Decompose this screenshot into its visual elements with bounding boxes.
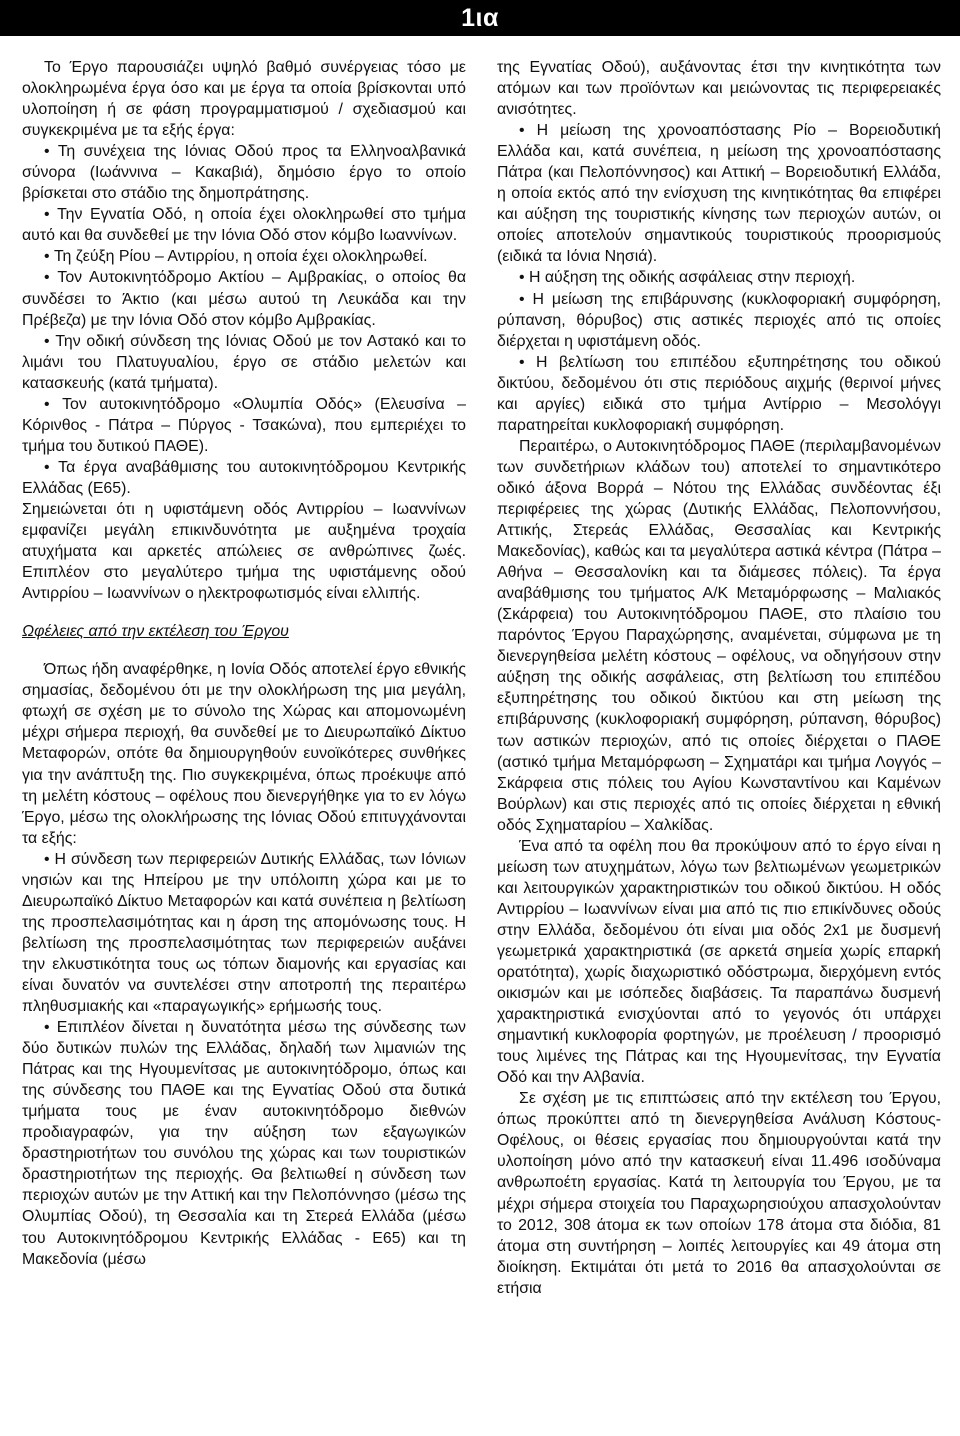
bullet-item: • Την Εγνατία Οδό, η οποία έχει ολοκληρωθεί στο τμήμα αυτό και θα συνδεθεί με την Ιόνια Οδό στον κόμβο Ιωαννίνων. bbox=[22, 204, 466, 246]
bullet-item: • Τα έργα αναβάθμισης του αυτοκινητόδρομου Κεντρικής Ελλάδας (Ε65). bbox=[22, 457, 466, 499]
bullet-item: • Η σύνδεση των περιφερειών Δυτικής Ελλάδας, των Ιόνιων νησιών και της Ηπείρου με την υπόλοιπη χώρα και με το Διευρωπαϊκό Δίκτυο Μεταφορών και κατά συνέπεια η βελτίωση της προσπελασιμότητας και η άρση της απομόνωσης τους. Η βελτίωση της προσπελασιμότητας των περιφερειών αυξάνει την ελκυστικότητα τους ως τόπων διαμονής και εργασίας και είναι δυνατόν να συντελέσει στην αποτροπή της περαιτέρω πληθυσμιακής και «παραγωγικής» ερήμωσής τους. bbox=[22, 849, 466, 1017]
section-heading: Ωφέλειες από την εκτέλεση του Έργου bbox=[22, 623, 289, 641]
bullet-item: • Την οδική σύνδεση της Ιόνιας Οδού με τον Αστακό και το λιμάνι του Πλατυγυαλίου, έργο σε στάδιο μελετών και κατασκευής (κατά τμήματα). bbox=[22, 331, 466, 394]
body-paragraph: Όπως ήδη αναφέρθηκε, η Ιονία Οδός αποτελεί έργο εθνικής σημασίας, δεδομένου ότι με την ολοκλήρωση της μια μεγάλη, φτωχή σε σχέση με το σύνολο της Χώρας και απομονωμένη μέχρι σήμερα περιοχή, θα συνδεθεί με το Διευρωπαϊκό Δίκτυο Μεταφορών, οπότε θα δημιουργηθούν ευνοϊκότερες συνθήκες για την ανάπτυξη της. Πιο συγκεκριμένα, όπως προέκυψε από τη μελέτη κόστους – οφέλους που διενεργήθηκε για το εν λόγω Έργο, μέσω της ολοκλήρωσης της Ιόνιας Οδού επιτυγχάνονται τα εξής: bbox=[22, 661, 466, 847]
body-paragraph: της Εγνατίας Οδού), αυξάνοντας έτσι την κινητικότητα των ατόμων και των προϊόντων και μειώνοντας τις περιφερειακές ανισότητες. bbox=[497, 59, 941, 119]
bullet-item: • Τη ζεύξη Ρίου – Αντιρρίου, η οποία έχει ολοκληρωθεί. bbox=[22, 246, 466, 267]
bullet-item: • Η αύξηση της οδικής ασφάλειας στην περιοχή. bbox=[497, 267, 941, 288]
bullet-item: • Η βελτίωση του επιπέδου εξυπηρέτησης του οδικού δικτύου, δεδομένου ότι στις περιόδους αιχμής (θερινοί μήνες και αργίες) ειδικά στο τμήμα Αντίρριο – Μεσολόγγι παρατηρείται κυκλοφοριακή συμφόρηση. bbox=[497, 352, 941, 436]
body-paragraph: Περαιτέρω, ο Αυτοκινητόδρομος ΠΑΘΕ (περιλαμβανομένων των συνδετήριων κλάδων του) αποτελεί το σημαντικότερο οδικό άξονα Βορρά – Νότου της Ελλάδας συνδέοντας έξι περιφέρειες της χώρας (Δυτικής Ελλάδας, Πελοποννήσου, Αττικής, Στερεάς Ελλάδας, Θεσσαλίας και Κεντρικής Μακεδονίας), καθώς και τα μεγαλύτερα αστικά κέντρα (Πάτρα – Αθήνα – Θεσσαλονίκη και τα διάμεσες πόλεις). Τα έργα αναβάθμισης του τμήματος Α/Κ Μεταμόρφωσης – Μαλιακός (Σκάρφεια) του Αυτοκινητόδρομου ΠΑΘΕ, στο πλαίσιο του παρόντος Έργου Παραχώρησης, αναμένεται, σύμφωνα με τη διενεργηθείσα μελέτη κόστους – οφέλους, να οδηγήσουν στην αύξηση της οδικής ασφάλειας, στη βελτίωση του επιπέδου εξυπηρέτησης του οδικού δικτύου και στη μείωση της επιβάρυνσης (κυκλοφοριακή συμφόρηση, ρύπανση, θόρυβος) των αστικών περιοχών, από τις οποίες διέρχεται ο ΠΑΘΕ (αστικό τμήμα Μεταμόρφωση – Σχηματάρι και τμήμα Λογγός – Σκάρφεια στις πόλεις του Αγίου Κωνσταντίνου και Καμένων Βούρλων) και στις περιοχές από τις οποίες διέρχεται η εθνική οδός Σχηματαρίου – Χαλκίδας. bbox=[497, 437, 941, 834]
bullet-item: • Τον αυτοκινητόδρομο «Ολυμπία Οδός» (Ελευσίνα – Κόρινθος - Πάτρα – Πύργος - Τσακώνα), που εμπεριέχει το τμήμα του δυτικού ΠΑΘΕ). bbox=[22, 394, 466, 457]
bullet-item: • Τη συνέχεια της Ιόνιας Οδού προς τα Ελληνοαλβανικά σύνορα (Ιωάννινα – Κακαβιά), δημόσιο έργο το οποίο βρίσκεται στο στάδιο της δημοπράτησης. bbox=[22, 141, 466, 204]
body-paragraph: Σημειώνεται ότι η υφιστάμενη οδός Αντιρρίου – Ιωαννίνων εμφανίζει μεγάλη επικινδυνότητα με αυξημένα τροχαία ατυχήματα και αρκετές απώλειες σε ανθρώπινες ζωές. Επιπλέον στο μεγαλύτερο τμήμα της υφιστάμενης οδού Αντιρρίου – Ιωαννίνων ο ηλεκτροφωτισμός είναι ελλιπής. bbox=[22, 500, 466, 603]
bullet-item: • Τον Αυτοκινητόδρομο Ακτίου – Αμβρακίας, ο οποίος θα συνδέσει το Άκτιο (και μέσω αυτού τη Λευκάδα και την Πρέβεζα) με την Ιόνια Οδό στον κόμβο Αμβρακίας. bbox=[22, 267, 466, 330]
bullet-item: • Η μείωση της επιβάρυνσης (κυκλοφοριακή συμφόρηση, ρύπανση, θόρυβος) στις αστικές περιοχές από τις οποίες διέρχεται η υφιστάμενη οδός. bbox=[497, 289, 941, 352]
left-column bbox=[22, 57, 466, 1270]
intro-paragraph: Το Έργο παρουσιάζει υψηλό βαθμό συνέργειας τόσο με ολοκληρωμένα έργα όσο και με έργα τα οποία βρίσκονται υπό υλοποίηση ή σε φάση προγραμματισμού / σχεδιασμού και συγκεκριμένα με τα εξής έργα: bbox=[22, 59, 466, 140]
page-header-bar bbox=[0, 0, 960, 36]
body-paragraph: Σε σχέση με τις επιπτώσεις από την εκτέλεση του Έργου, όπως προκύπτει από τη διενεργηθείσα Ανάλυση Κόστους-Οφέλους, οι θέσεις εργασίας που δημιουργούνται κατά την υλοποίηση μόνο από την κατασκευή είναι 11.496 ισοδύναμα ανθρωποέτη εργασίας. Κατά τη λειτουργία του Έργου, με τα μέχρι σήμερα στοιχεία του Παραχωρησιούχου απασχολούνταν το 2012, 308 άτομα εκ των οποίων 178 άτομα στα διόδια, 81 άτομα στη συντήρηση – λοιπές λειτουργίες και 49 άτομα στη διοίκηση. Εκτιμάται ότι μετά το 2016 θα απασχολούνται σε ετήσια bbox=[497, 1090, 941, 1297]
body-paragraph: Ένα από τα οφέλη που θα προκύψουν από το έργο είναι η μείωση των ατυχημάτων, λόγω των βελτιωμένων γεωμετρικών και λειτουργικών χαρακτηριστικών του οδικού δικτύου. Η οδός Αντιρρίου – Ιωαννίνων είναι μια από τις πιο επικίνδυνες οδούς στην Ελλάδα, δεδομένου ότι είναι μια οδός 2x1 με δυσμενή γεωμετρικά χαρακτηριστικά (σε αρκετά σημεία χωρίς επαρκή ορατότητα), χωρίς διαχωριστικό οδόστρωμα, διερχόμενη εντός οικισμών και με ισόπεδες διαβάσεις. Τα παραπάνω δυσμενή χαρακτηριστικά ενισχύονται από το γεγονός ότι υπάρχει σημαντική κυκλοφορία φορτηγών, με προέλευση / προορισμό τους λιμένες της Πάτρας και της Ηγουμενίτσας, την Εγνατία Οδό και την Αλβανία. bbox=[497, 837, 941, 1087]
page-number: 1ια bbox=[461, 4, 499, 32]
right-column bbox=[497, 57, 941, 1299]
bullet-item: • Η μείωση της χρονοαπόστασης Ρίο – Βορειοδυτική Ελλάδα και, κατά συνέπεια, η μείωση της χρονοαπόστασης Πάτρα (και Πελοπόννησος) και Αττική – Βορειοδυτική Ελλάδα, η οποία εκτός από την ενίσχυση της κινητικότητας θα επιφέρει και αύξηση της τουριστικής κίνησης των περιοχών αυτών, οι οποίες αποτελούν σημαντικούς τουριστικούς προορισμούς (ειδικά τα Ιόνια Νησιά). bbox=[497, 120, 941, 267]
bullet-item: • Επιπλέον δίνεται η δυνατότητα μέσω της σύνδεσης των δύο δυτικών πυλών της Ελλάδας, δηλαδή των λιμανιών της Πάτρας και της Ηγουμενίτσας με αυτοκινητόδρομο, όπως και της σύνδεσης του ΠΑΘΕ και της Εγνατίας Οδού στα δυτικά τμήματα τους με έναν αυτοκινητόδρομο διεθνών προδιαγραφών, για την αύξηση των εξαγωγικών δραστηριοτήτων του συνόλου της χώρας και των τουριστικών δραστηριοτήτων της περιοχής. Θα βελτιωθεί η σύνδεση των περιοχών αυτών με την Αττική και την Πελοπόννησο (μέσω της Ολυμπίας Οδού), τη Θεσσαλία και τη Στερεά Ελλάδα (μέσω του Αυτοκινητόδρομου Κεντρικής Ελλάδας - Ε65) και τη Μακεδονία (μέσω bbox=[22, 1017, 466, 1270]
